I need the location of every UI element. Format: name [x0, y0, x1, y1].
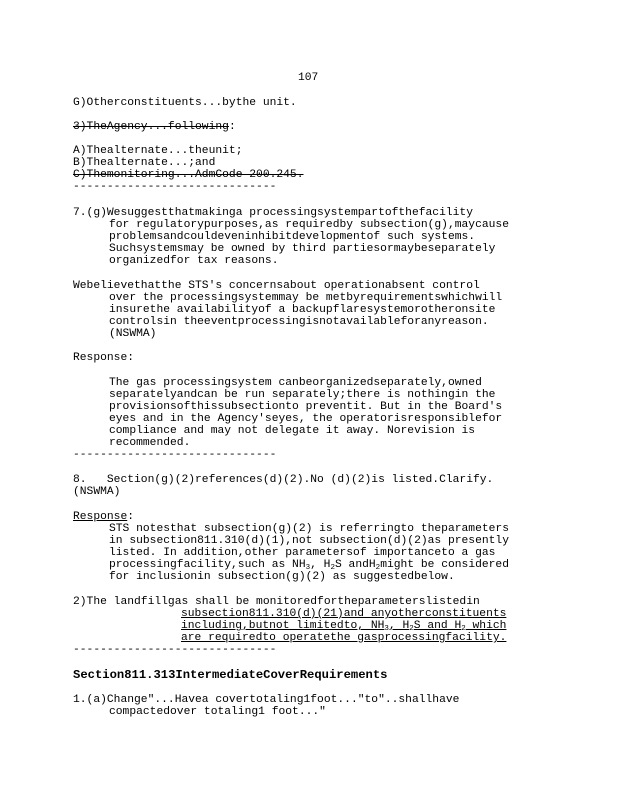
- text-line: 7.(g)Wesuggestthatmakinga processingsystempartofthefacility: [73, 207, 473, 219]
- text-line: over the processingsystemmay be metbyrequirementswhichwill: [109, 292, 503, 304]
- text-span: which: [465, 620, 507, 632]
- subscript: 2: [375, 564, 381, 572]
- text-line: provisionsofthissubsectionto preventit. But in the Board's: [109, 401, 503, 413]
- text-line: G)Otherconstituents...bythe unit.: [73, 97, 297, 109]
- text-line: 1.(a)Change"...Havea covertotaling1foot..."to"..shallhave: [73, 694, 460, 706]
- text-line: A)Thealternate...theunit;: [73, 145, 243, 157]
- text-line: compactedover totaling1 foot...": [109, 706, 326, 718]
- text-span: including,butnot limitedto, NH: [181, 620, 385, 632]
- separator-line: ------------------------------: [73, 449, 277, 461]
- text-line: (NSWMA): [109, 328, 157, 340]
- text-line: organizedfor tax reasons.: [109, 255, 279, 267]
- text-line: C)Themonitoring...AdmCode 200.245.: [73, 169, 304, 181]
- text-span: , H: [310, 559, 331, 571]
- struck-text: 3)TheAgency...following: [73, 121, 229, 133]
- separator-line: ------------------------------: [73, 644, 277, 656]
- page-number: 107: [298, 72, 319, 84]
- underlined-text: [181, 620, 506, 632]
- separator-line: ------------------------------: [73, 181, 277, 193]
- underlined-text: are requiredto operatethe gasprocessingfacility.: [181, 632, 507, 644]
- text-line: [73, 121, 236, 133]
- text-line: controlsin theeventprocessingisnotavailableforanyreason.: [109, 316, 489, 328]
- text-line: recommended.: [109, 437, 191, 449]
- text-line: listed. In addition,other parametersof importanceto a gas: [109, 547, 496, 559]
- text-line: in subsection811.310(d)(1),not subsection(d)(2)as presently: [109, 535, 509, 547]
- response-label: Response:: [73, 352, 135, 364]
- section-heading: Section811.313IntermediateCoverRequirements: [73, 668, 388, 682]
- text-line: insurethe availabilityof a backupflaresystemorotheronsite: [109, 304, 496, 316]
- response-label: [73, 511, 134, 523]
- text-line: The gas processingsystem canbeorganizedseparately,owned: [109, 377, 482, 389]
- text-line: problemsandcouldeveninhibitdevelopmentof such systems.: [109, 231, 476, 243]
- text-line: (NSWMA): [73, 486, 121, 498]
- subscript: 3: [384, 625, 389, 633]
- text-line: eyes and in the Agency'seyes, the operatorisresponsiblefor: [109, 413, 503, 425]
- text-span: S andH: [334, 559, 376, 571]
- text-line: [109, 559, 509, 571]
- text-span: , H: [388, 620, 410, 632]
- subscript: 3: [305, 564, 311, 572]
- text-span: :: [127, 511, 135, 523]
- text-span: might be considered: [380, 559, 509, 571]
- text-line: STS notesthat subsection(g)(2) is referringto theparameters: [109, 523, 509, 535]
- text-line: separatelyandcan be run separately;there is nothingin the: [109, 389, 496, 401]
- text-span: S and H: [413, 620, 462, 632]
- text-line: 8. Section(g)(2)references(d)(2).No (d)(2)is listed.Clarify.: [73, 474, 494, 486]
- underlined-text: Response: [73, 511, 128, 523]
- subscript: 2: [330, 564, 335, 572]
- text-span: :: [228, 121, 236, 133]
- text-line: for inclusionin subsection(g)(2) as suggestedbelow.: [109, 571, 455, 583]
- text-span: processingfacility,such as NH: [109, 559, 306, 571]
- subscript: 2: [461, 625, 466, 633]
- text-line: for regulatorypurposes,as requiredby subsection(g),maycause: [109, 219, 509, 231]
- text-line: B)Thealternate...;and: [73, 157, 216, 169]
- text-line: compliance and may not delegate it away. Norevision is: [109, 425, 476, 437]
- underlined-text: subsection811.310(d)(21)and anyotherconstituents: [181, 608, 507, 620]
- text-line: Webelievethatthe STS's concernsabout operationabsent control: [73, 280, 480, 292]
- text-line: 2)The landfillgas shall be monitoredfortheparameterslistedin: [73, 596, 480, 608]
- subscript: 2: [409, 625, 414, 633]
- text-line: Suchsystemsmay be owned by third partiesormaybeseparately: [109, 243, 496, 255]
